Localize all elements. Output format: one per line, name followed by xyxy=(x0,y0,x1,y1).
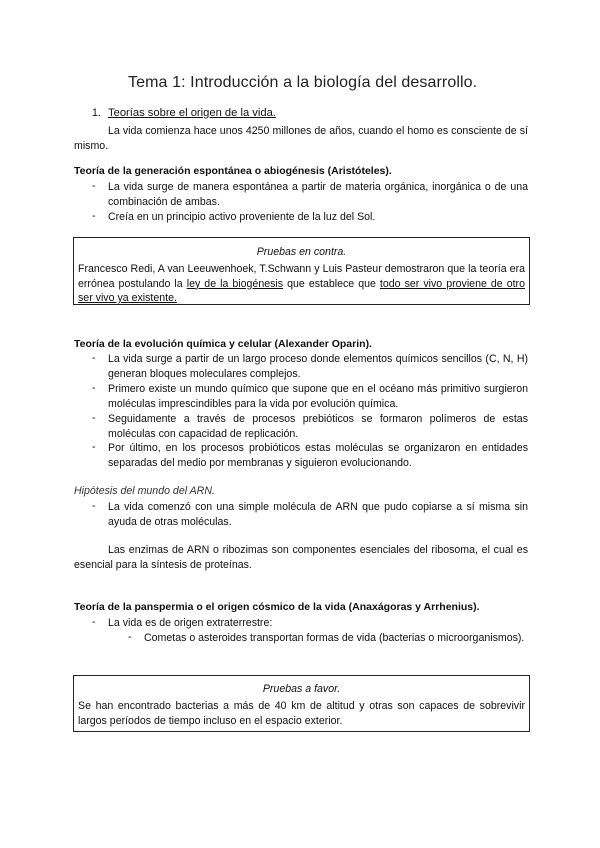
arn-paragraph: Las enzimas de ARN o ribozimas son componentes esenciales del ribosoma, el cual es esencial para la síntesis de proteínas. xyxy=(74,544,528,571)
bullet: - xyxy=(92,616,96,628)
list-item: La vida surge de manera espontánea a partir de materia orgánica, inorgánica o de una combinación de ambas. xyxy=(108,181,528,208)
list-item: Creía en un principio activo proveniente de la luz del Sol. xyxy=(108,211,376,223)
box-text-emph: todo ser vivo proviene de otro ser vivo ya existente. xyxy=(78,277,525,304)
list-item: Por último, en los procesos probióticos estas moléculas se organizaron en entidades separadas del medio por membranas y siguieron evolucionando. xyxy=(108,442,528,469)
box-title: Pruebas a favor. xyxy=(262,683,341,695)
evidence-against-box xyxy=(73,237,530,305)
biogenesis-law: ley de la biogénesis xyxy=(186,277,284,290)
bullet: - xyxy=(92,412,96,424)
box-title: Pruebas en contra. xyxy=(256,246,347,258)
bullet: - xyxy=(92,352,96,364)
evidence-for-box xyxy=(73,675,530,732)
page-title: Tema 1: Introducción a la biología del desarrollo. xyxy=(128,74,478,91)
bullet: - xyxy=(92,500,96,512)
bullet: - xyxy=(92,180,96,192)
bullet: - xyxy=(92,382,96,394)
oparin-heading: Teoría de la evolución química y celular (Alexander Oparin). xyxy=(74,338,372,350)
box-text-pre: Francesco Redi, A van Leeuwenhoek, T.Schwann y Luis Pasteur demostraron que la teoría era errónea postulando la xyxy=(78,263,525,290)
list-item: Seguidamente a través de procesos prebióticos se formaron polímeros de estas moléculas con capacidad de replicación. xyxy=(108,413,528,440)
sub-list-item: Cometas o asteroides transportan formas de vida (bacterias o microorganismos). xyxy=(144,632,525,644)
sub-bullet: - xyxy=(128,631,132,643)
panspermia-heading: Teoría de la panspermia o el origen cósmico de la vida (Anaxágoras y Arrhenius). xyxy=(74,601,480,613)
box-text xyxy=(78,262,525,306)
list-item: La vida comenzó con una simple molécula de ARN que pudo copiarse a sí misma sin ayuda de otras moléculas. xyxy=(108,501,528,528)
section-intro: La vida comienza hace unos 4250 millones de años, cuando el homo es consciente de sí mismo. xyxy=(74,125,528,152)
box-text-mid: que establece que xyxy=(283,277,380,290)
bullet: - xyxy=(92,441,96,453)
box-text: Se han encontrado bacterias a más de 40 km de altitud y otras son capaces de sobrevivir largos períodos de tiempo incluso en el espacio exterior. xyxy=(78,700,525,727)
arn-heading: Hipótesis del mundo del ARN. xyxy=(74,485,215,497)
section-heading: Teorías sobre el origen de la vida. xyxy=(108,107,276,119)
list-item: La vida es de origen extraterrestre: xyxy=(108,617,273,629)
list-item: Primero existe un mundo químico que supone que en el océano más primitivo surgieron moléculas imprescindibles para la vida por evolución química. xyxy=(108,383,528,410)
section-number: 1. xyxy=(92,107,101,119)
list-item: La vida surge a partir de un largo proceso donde elementos químicos sencillos (C, N, H) generan bloques moleculares complejos. xyxy=(108,353,528,380)
bullet: - xyxy=(92,210,96,222)
abiogenesis-heading: Teoría de la generación espontánea o abiogénesis (Aristóteles). xyxy=(74,165,392,177)
